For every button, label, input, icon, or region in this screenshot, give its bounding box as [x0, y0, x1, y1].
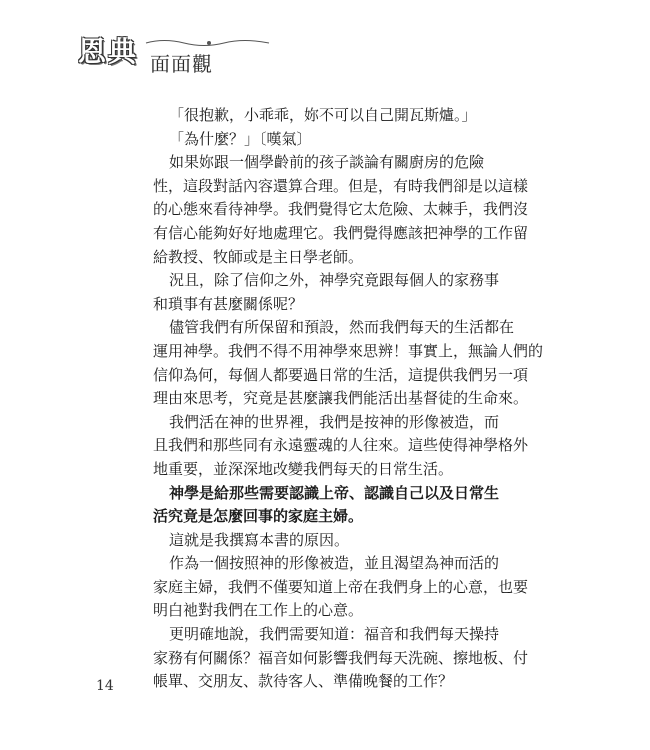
- text-line: 給教授、牧師或是主日學老師。: [153, 247, 364, 266]
- text-line: 家務有何關係？福音如何影響我們每天洗碗、擦地板、付: [153, 648, 529, 667]
- page-body: [153, 104, 544, 694]
- text-line: 且我們和那些同有永遠靈魂的人往來。這些使得神學格外: [153, 436, 529, 455]
- text-line: 神學是給那些需要認識上帝、認識自己以及日常生: [169, 483, 500, 502]
- text-line: 和瑣事有甚麼關係呢？: [153, 294, 304, 313]
- text-line: 地重要，並深深地改變我們每天的日常生活。: [153, 459, 454, 478]
- text-line: 理由來思考，究竟是甚麼讓我們能活出基督徒的生命來。: [153, 389, 529, 408]
- text-line: 明白祂對我們在工作上的心意。: [153, 601, 364, 620]
- text-line: 性，這段對話內容還算合理。但是，有時我們卻是以這樣: [153, 176, 529, 195]
- text-line: 家庭主婦，我們不僅要知道上帝在我們身上的心意，也要: [153, 577, 529, 596]
- text-line: 更明確地說，我們需要知道：福音和我們每天操持: [169, 625, 500, 644]
- text-line: 有信心能夠好好地處理它。我們覺得應該把神學的工作留: [153, 223, 529, 242]
- book-title-sub: 面面觀: [150, 52, 213, 76]
- text-line: 如果妳跟一個學齡前的孩子談論有關廚房的危險: [169, 153, 485, 172]
- text-line: 我們活在神的世界裡，我們是按神的形像被造，而: [169, 412, 500, 431]
- text-line: 「為什麼？」〔嘆氣〕: [169, 129, 312, 148]
- text-line: 運用神學。我們不得不用神學來思辨！事實上，無論人們的: [153, 341, 544, 360]
- ornament-flourish: [144, 38, 274, 48]
- text-line: 儘管我們有所保留和預設，然而我們每天的生活都在: [169, 318, 515, 337]
- text-line: 況且，除了信仰之外，神學究竟跟每個人的家務事: [169, 271, 500, 290]
- book-title-main: 恩典: [78, 35, 139, 68]
- page-number: 14: [96, 678, 114, 694]
- text-line: 信仰為何，每個人都要過日常的生活，這提供我們另一項: [153, 365, 529, 384]
- running-header: [66, 30, 366, 76]
- text-line: 帳單、交朋友、款待客人、準備晚餐的工作？: [153, 672, 454, 691]
- text-line: 「很抱歉，小乖乖，妳不可以自己開瓦斯爐。」: [169, 106, 477, 124]
- text-line: 活究竟是怎麼回事的家庭主婦。: [153, 507, 364, 526]
- text-line: 這就是我撰寫本書的原因。: [169, 530, 350, 549]
- text-line: 作為一個按照神的形像被造，並且渴望為神而活的: [169, 554, 500, 573]
- text-line: 的心態來看待神學。我們覺得它太危險、太棘手，我們沒: [153, 200, 529, 219]
